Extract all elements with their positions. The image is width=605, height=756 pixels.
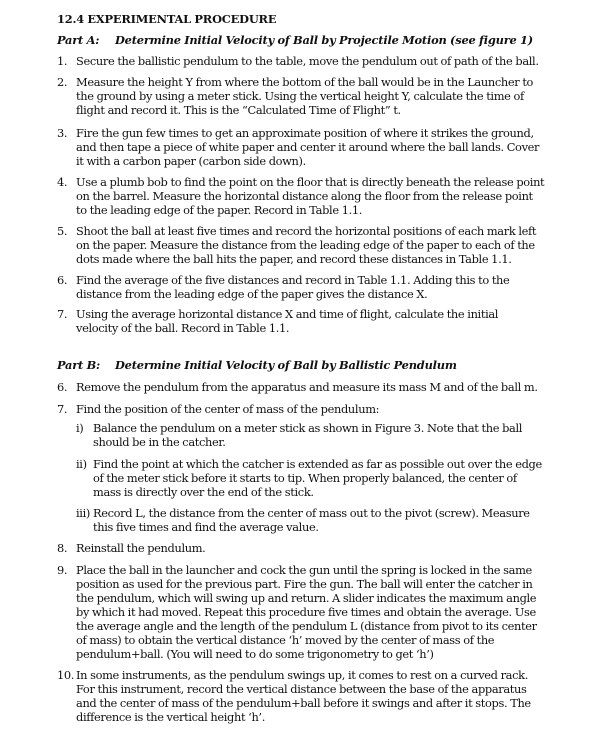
- step-line: mass is directly over the end of the stick.: [93, 485, 314, 499]
- step-line: flight and record it. This is the “Calculated Time of Flight” t.: [76, 103, 401, 117]
- section-heading: 12.4 EXPERIMENTAL PROCEDURE: [57, 12, 277, 26]
- procedure-step: [76, 75, 566, 117]
- procedure-step: [76, 273, 566, 301]
- step-line: on the paper. Measure the distance from the leading edge of the paper to each of the: [76, 238, 535, 252]
- procedure-step: [76, 54, 566, 68]
- step-line: Use a plumb bob to find the point on the floor that is directly beneath the release point: [76, 175, 545, 189]
- step-line: difference is the vertical height ‘h’.: [76, 710, 265, 724]
- step-line: by which it had moved. Repeat this procedure five times and obtain the average. Use: [76, 605, 536, 619]
- step-line: distance from the leading edge of the paper gives the distance X.: [76, 287, 428, 301]
- step-line: velocity of the ball. Record in Table 1.1.: [76, 321, 290, 335]
- step-line: to the leading edge of the paper. Record in Table 1.1.: [76, 203, 363, 217]
- step-line: the average angle and the length of the pendulum L (distance from pivot to its center: [76, 619, 537, 633]
- step-line: Shoot the ball at least five times and record the horizontal positions of each mark left: [76, 224, 537, 238]
- step-line: on the barrel. Measure the horizontal distance along the floor from the release point: [76, 189, 533, 203]
- procedure-step: [76, 126, 566, 168]
- procedure-step: [76, 224, 566, 266]
- procedure-step: [76, 668, 566, 724]
- step-number: 6.: [57, 273, 68, 287]
- part-b-heading: [57, 358, 565, 372]
- step-line: the ground by using a meter stick. Using the vertical height Y, calculate the time of: [76, 89, 524, 103]
- step-number: 6.: [57, 380, 68, 394]
- step-line: In some instruments, as the pendulum swings up, it comes to rest on a curved rack.: [76, 668, 528, 682]
- step-line: it with a carbon paper (carbon side down).: [76, 154, 306, 168]
- step-line: should be in the catcher.: [93, 435, 226, 449]
- step-number: 8.: [57, 541, 68, 555]
- step-number: 7.: [57, 307, 68, 321]
- step-number: 1.: [57, 54, 68, 68]
- step-line: Measure the height Y from where the bottom of the ball would be in the Launcher to: [76, 75, 534, 89]
- procedure-step: [76, 402, 566, 416]
- part-a-title: Determine Initial Velocity of Ball by Projectile Motion (see figure 1): [115, 33, 533, 47]
- part-b-label: Part B:: [57, 358, 101, 372]
- procedure-step: [76, 307, 566, 335]
- step-line: Reinstall the pendulum.: [76, 541, 206, 555]
- step-number: 4.: [57, 175, 68, 189]
- procedure-substep: [93, 506, 563, 534]
- step-line: Fire the gun few times to get an approximate position of where it strikes the ground,: [76, 126, 534, 140]
- step-number: 5.: [57, 224, 68, 238]
- step-line: Find the average of the five distances and record in Table 1.1. Adding this to the: [76, 273, 510, 287]
- step-number: 2.: [57, 75, 68, 89]
- step-line: Record L, the distance from the center of mass out to the pivot (screw). Measure: [93, 506, 530, 520]
- substep-number: i): [76, 421, 84, 435]
- part-a-label: Part A:: [57, 33, 100, 47]
- step-number: 7.: [57, 402, 68, 416]
- step-line: this five times and find the average value.: [93, 520, 319, 534]
- step-number: 3.: [57, 126, 68, 140]
- procedure-substep: [93, 421, 563, 449]
- step-line: Using the average horizontal distance X and time of flight, calculate the initial: [76, 307, 499, 321]
- step-line: of the meter stick before it starts to tip. When properly balanced, the center of: [93, 471, 517, 485]
- step-line: Find the point at which the catcher is extended as far as possible out over the edge: [93, 457, 542, 471]
- part-b-title: Determine Initial Velocity of Ball by Ballistic Pendulum: [115, 358, 457, 372]
- step-line: the pendulum, which will swing up and return. A slider indicates the maximum angle: [76, 591, 537, 605]
- step-line: and the center of mass of the pendulum+ball before it swings and after it stops. The: [76, 696, 531, 710]
- step-line: position as used for the previous part. Fire the gun. The ball will enter the catcher in: [76, 577, 533, 591]
- step-line: pendulum+ball. (You will need to do some trigonometry to get ‘h’): [76, 647, 434, 661]
- part-a-heading: [57, 33, 565, 47]
- procedure-step: [76, 175, 566, 217]
- step-line: Find the position of the center of mass of the pendulum:: [76, 402, 380, 416]
- step-line: Remove the pendulum from the apparatus and measure its mass M and of the ball m.: [76, 380, 538, 394]
- step-line: Place the ball in the launcher and cock the gun until the spring is locked in the same: [76, 563, 532, 577]
- procedure-step: [76, 563, 566, 661]
- procedure-substep: [93, 457, 563, 499]
- procedure-step: [76, 541, 566, 555]
- step-line: and then tape a piece of white paper and center it around where the ball lands. Cover: [76, 140, 540, 154]
- step-line: Balance the pendulum on a meter stick as shown in Figure 3. Note that the ball: [93, 421, 523, 435]
- procedure-step: [76, 380, 566, 394]
- step-number: 9.: [57, 563, 68, 577]
- step-line: Secure the ballistic pendulum to the table, move the pendulum out of path of the ball.: [76, 54, 539, 68]
- step-number: 10.: [57, 668, 75, 682]
- step-line: of mass) to obtain the vertical distance ‘h’ moved by the center of mass of the: [76, 633, 495, 647]
- step-line: For this instrument, record the vertical distance between the base of the apparatus: [76, 682, 527, 696]
- substep-number: iii): [76, 506, 90, 520]
- substep-number: ii): [76, 457, 87, 471]
- step-line: dots made where the ball hits the paper, and record these distances in Table 1.1.: [76, 252, 512, 266]
